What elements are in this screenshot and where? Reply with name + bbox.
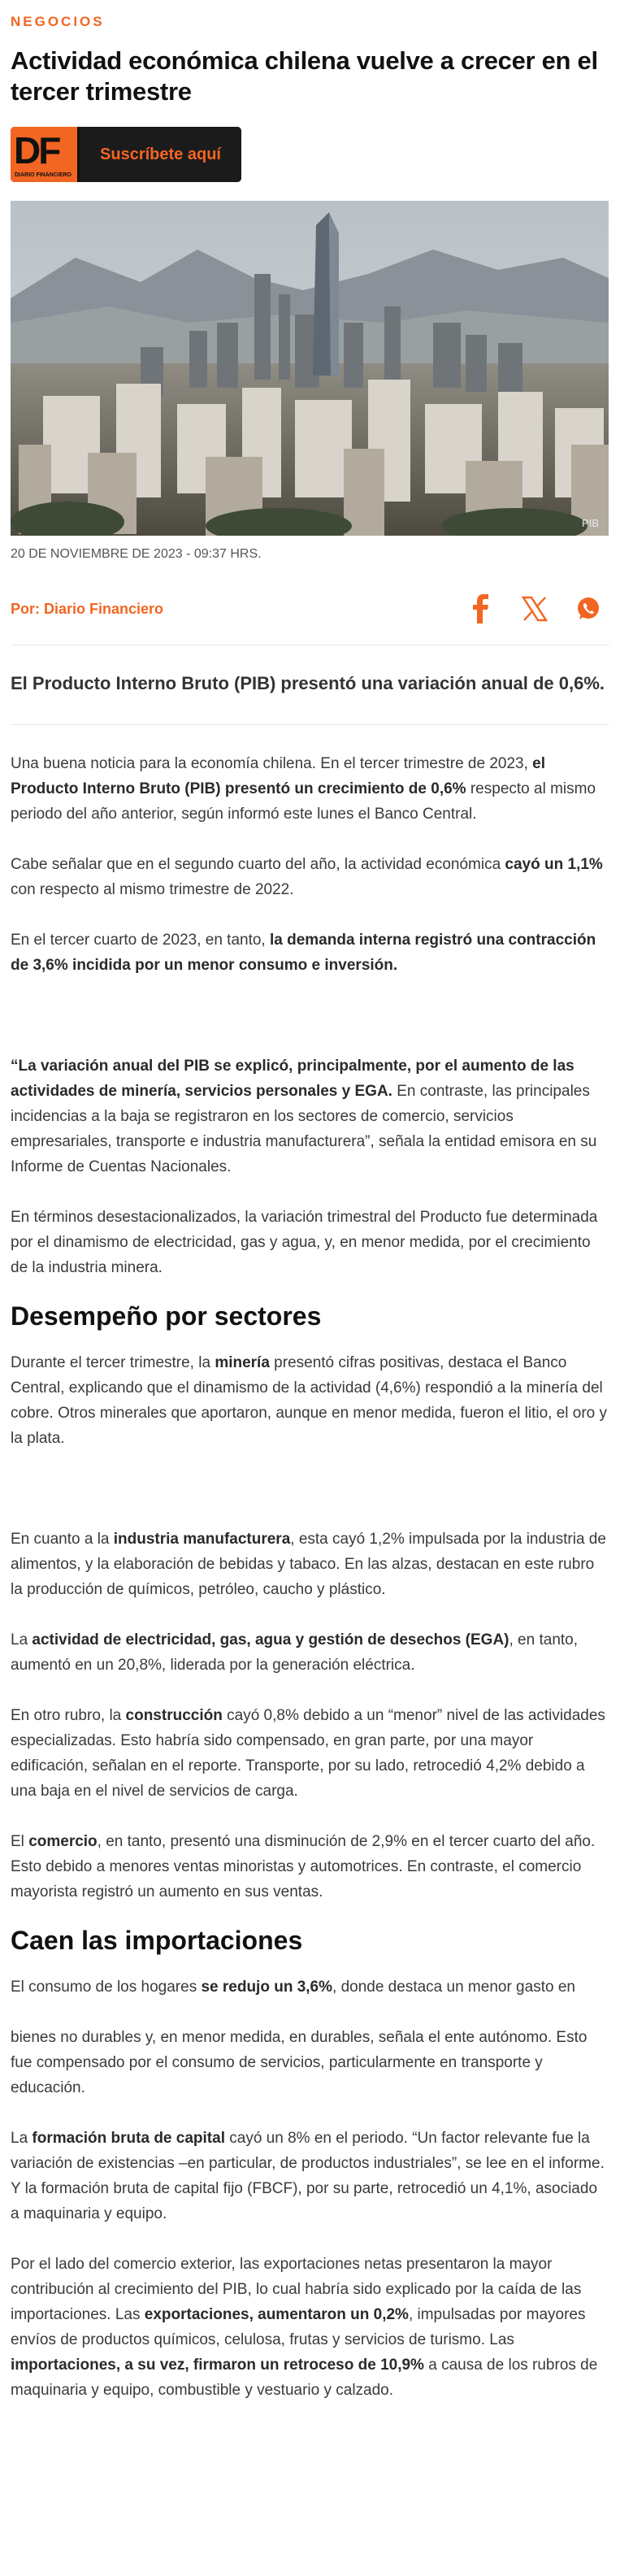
paragraph: La formación bruta de capital cayó un 8% en el periodo. “Un factor relevante fue la variación de existencias –en particular, de productos industriales”, se lee en el informe. Y la formación bruta de capital fijo (FBCF), por su parte, retrocedió un 4,1%, asociado a maquinaria y equipo. [11, 2130, 605, 2222]
subscribe-banner[interactable] [11, 127, 241, 182]
paragraph: En el tercer cuarto de 2023, en tanto, la demanda interna registró una contracción de 3,6% incidida por un menor consumo e inversión. [11, 932, 596, 974]
facebook-icon[interactable] [466, 594, 496, 623]
paragraph: En cuanto a la industria manufacturera, esta cayó 1,2% impulsada por la industria de alimentos, y la elaboración de bebidas y tabaco. En las alzas, destacan en este rubro la producción de químicos, petróleo, caucho y plástico. [11, 1531, 606, 1598]
paragraph: El comercio, en tanto, presentó una disminución de 2,9% en el tercer cuarto del año. Esto debido a menores ventas minoristas y automotrices. En contraste, el comercio mayorista registró un aumento en sus ventas. [11, 1833, 596, 1901]
article-body [11, 751, 609, 2403]
section-label[interactable]: NEGOCIOS [11, 14, 105, 29]
article-lead: El Producto Interno Bruto (PIB) presentó una variación anual de 0,6%. [11, 670, 609, 725]
paragraph: El consumo de los hogares se redujo un 3,6%, donde destaca un menor gasto en [11, 1979, 575, 1996]
subscribe-button[interactable]: Suscríbete aquí [77, 127, 241, 182]
df-logo-letters: DF [14, 129, 59, 172]
paragraph: Por el lado del comercio exterior, las exportaciones netas presentaron la mayor contribución al crecimiento del PIB, lo cual habría sido explicado por la caída de las importaciones. Las exportaciones, aumentaron un 0,2%, impulsadas por mayores envíos de productos químicos, celulosa, frutas y servicios de turismo. Las importaciones, a su vez, firmaron un retroceso de 10,9% a causa de los rubros de maquinaria y equipo, combustible y vestuario y calzado. [11, 2256, 598, 2399]
whatsapp-icon[interactable] [574, 594, 603, 623]
paragraph: Cabe señalar que en el segundo cuarto del año, la actividad económica cayó un 1,1% con respecto al mismo trimestre de 2022. [11, 856, 603, 898]
paragraph: En términos desestacionalizados, la variación trimestral del Producto fue determinada por el dinamismo de electricidad, gas y agua, y, en menor medida, por el crecimiento de la industria minera. [11, 1209, 598, 1276]
hero-image [11, 201, 609, 536]
df-logo [11, 127, 77, 182]
section-heading: Desempeño por sectores [11, 1301, 322, 1331]
byline-row [11, 593, 609, 645]
share-bar [466, 594, 603, 623]
paragraph: La actividad de electricidad, gas, agua y gestión de desechos (EGA), en tanto, aumentó en un 20,8%, liderada por la generación eléctrica. [11, 1631, 579, 1674]
paragraph: Una buena noticia para la economía chilena. En el tercer trimestre de 2023, el Producto Interno Bruto (PIB) presentó un crecimiento de 0,6% respecto al mismo periodo del año anterior, según informó este lunes el Banco Central. [11, 755, 596, 823]
x-icon[interactable] [520, 594, 549, 623]
df-logo-caption: DIARIO FINANCIERO [15, 172, 72, 178]
quote-paragraph: “La variación anual del PIB se explicó, principalmente, por el aumento de las actividades de minería, servicios personales y EGA. En contraste, las principales incidencias a la baja se registraron en los sectores de comercio, servicios empresariales, transporte e industria manufacturera”, señala la entidad emisora en su Informe de Cuentas Nacionales. [11, 1058, 597, 1175]
dateline: 20 DE NOVIEMBRE DE 2023 - 09:37 HRS. [11, 547, 262, 561]
photo-credit: PIB [582, 517, 599, 529]
paragraph: bienes no durables y, en menor medida, en durables, señala el ente autónomo. Esto fue compensado por el consumo de servicios, particularmente en transporte y educación. [11, 2029, 587, 2096]
santiago-skyline-photo [11, 201, 609, 536]
section-heading: Caen las importaciones [11, 1926, 303, 1955]
headline: Actividad económica chilena vuelve a crecer en el tercer trimestre [11, 46, 598, 106]
byline[interactable]: Por: Diario Financiero [11, 600, 164, 617]
paragraph: Durante el tercer trimestre, la minería presentó cifras positivas, destaca el Banco Central, explicando que el dinamismo de la actividad (4,6%) respondió a la minería del cobre. Otros minerales que aportaron, aunque en menor medida, fueron el litio, el oro y la plata. [11, 1354, 608, 1447]
paragraph: En otro rubro, la construcción cayó 0,8% debido a un “menor” nivel de las actividades especializadas. Esto habría sido compensado, en gran parte, por una mayor edificación, señalan en el reporte. Transporte, por su lado, retrocedió 4,2% debido a una baja en el nivel de servicios de carga. [11, 1707, 605, 1800]
